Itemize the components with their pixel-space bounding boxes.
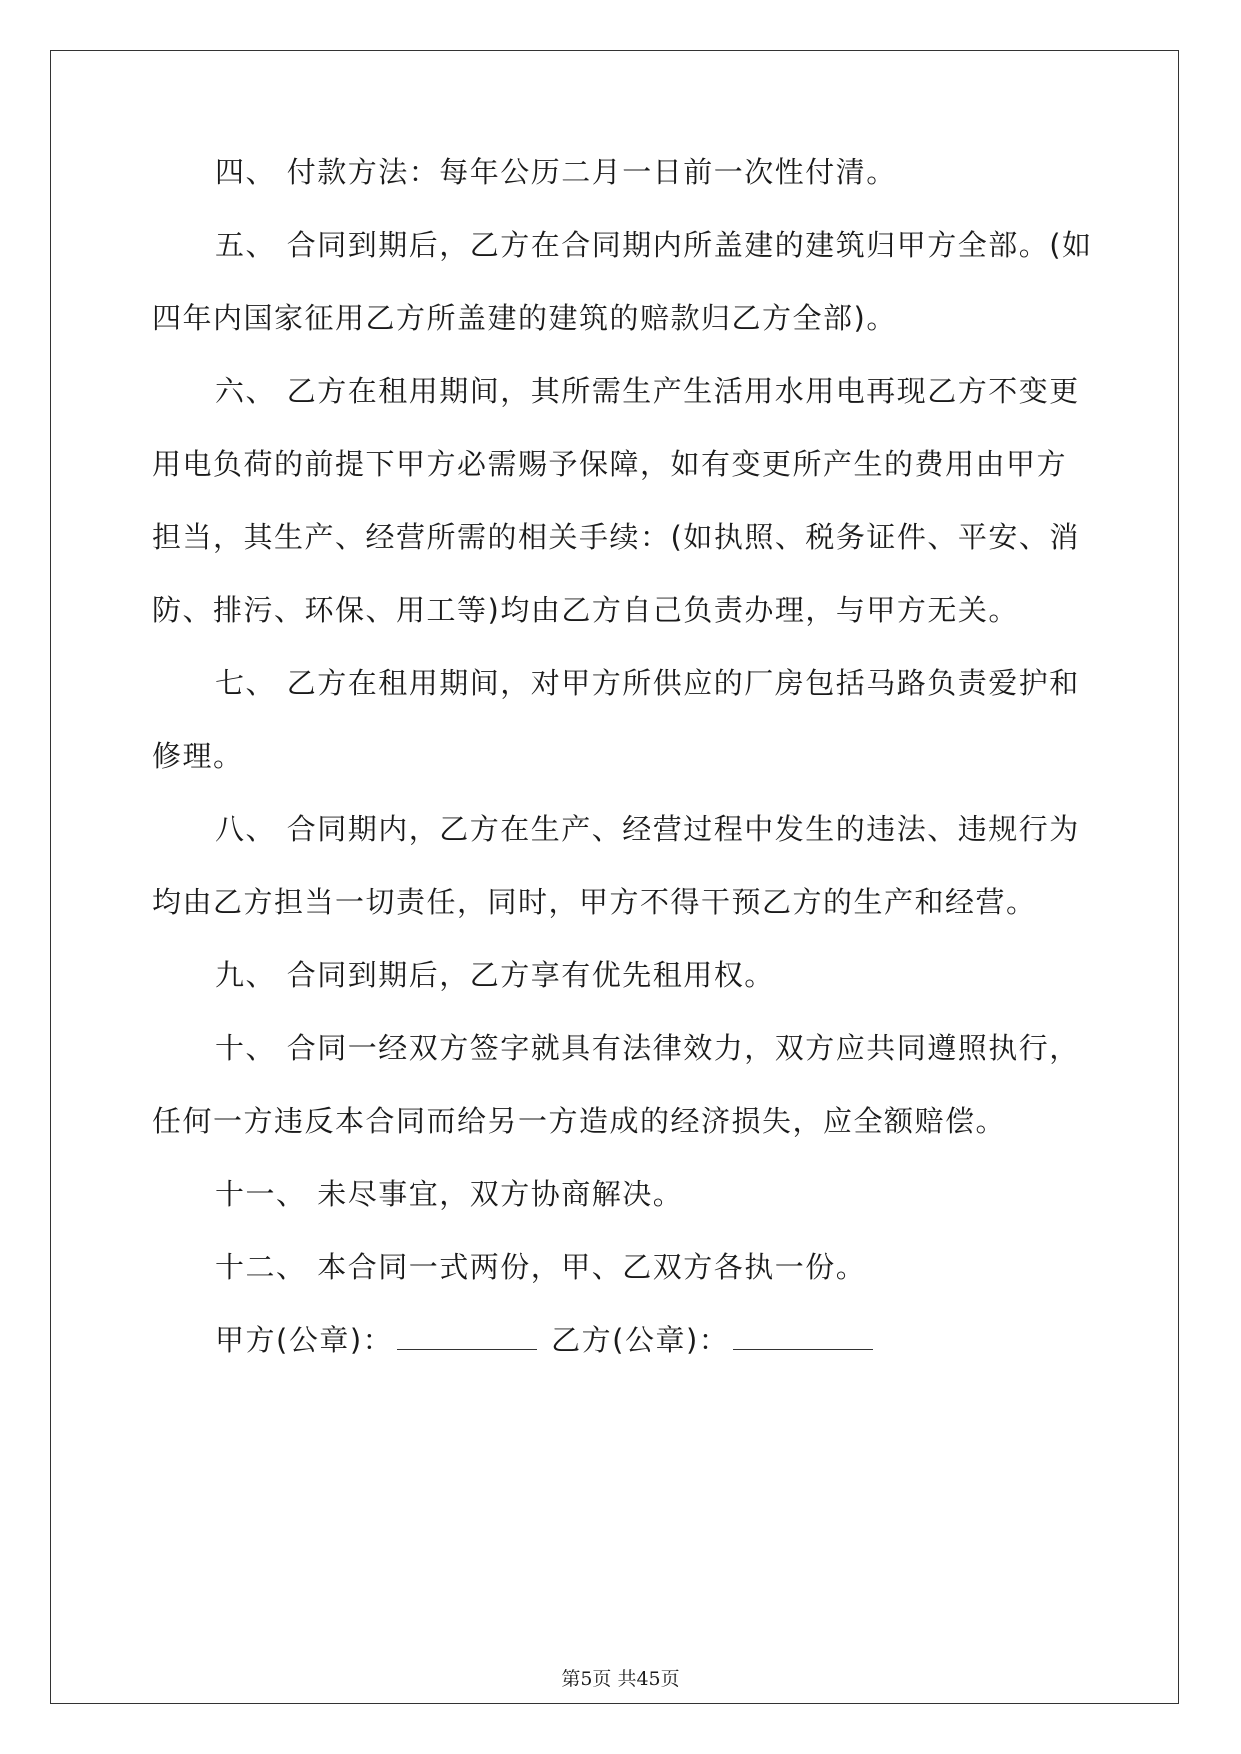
party-a-signature-blank [397,1323,537,1350]
party-b-signature-blank [733,1323,873,1350]
clause-5-line-1: 五、 合同到期后，乙方在合同期内所盖建的建筑归甲方全部。(如 [215,228,1093,262]
clause-8-line-1: 八、 合同期内，乙方在生产、经营过程中发生的违法、违规行为 [215,812,1080,846]
clause-6-line-4: 防、排污、环保、用工等)均由乙方自己负责办理，与甲方无关。 [152,593,1019,627]
signature-row [215,1320,887,1360]
clause-8-line-2: 均由乙方担当一切责任，同时，甲方不得干预乙方的生产和经营。 [152,885,1037,919]
clause-10-line-2: 任何一方违反本合同而给另一方造成的经济损失，应全额赔偿。 [152,1104,1007,1138]
clause-9-line-1: 九、 合同到期后，乙方享有优先租用权。 [215,958,775,992]
party-b-seal-label: 乙方(公章)： [551,1323,730,1357]
clause-7-line-1: 七、 乙方在租用期间，对甲方所供应的厂房包括马路负责爱护和 [215,666,1080,700]
clause-12-line-1: 十二、 本合同一式两份，甲、乙双方各执一份。 [215,1250,867,1284]
clause-6-line-2: 用电负荷的前提下甲方必需赐予保障，如有变更所产生的费用由甲方 [152,447,1068,481]
clause-4-line-1: 四、 付款方法：每年公历二月一日前一次性付清。 [215,155,897,189]
party-a-seal-label: 甲方(公章)： [215,1323,394,1357]
clause-11-line-1: 十一、 未尽事宜，双方协商解决。 [215,1177,684,1211]
clause-6-line-3: 担当，其生产、经营所需的相关手续：(如执照、税务证件、平安、消 [152,520,1080,554]
page-footer: 第5页 共45页 [561,1668,680,1690]
clause-6-line-1: 六、 乙方在租用期间，其所需生产生活用水用电再现乙方不变更 [215,374,1080,408]
clause-7-line-2: 修理。 [152,739,244,773]
clause-5-line-2: 四年内国家征用乙方所盖建的建筑的赔款归乙方全部)。 [152,301,897,335]
clause-10-line-1: 十、 合同一经双方签字就具有法律效力，双方应共同遵照执行， [215,1031,1080,1065]
